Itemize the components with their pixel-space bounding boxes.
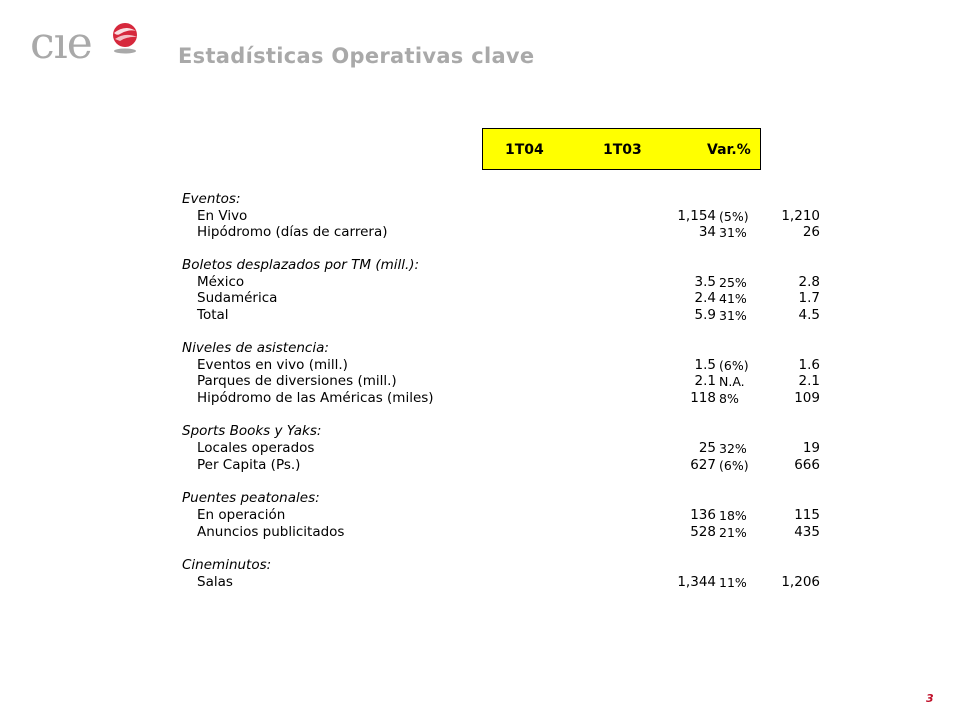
section-label: Niveles de asistencia: <box>182 340 329 356</box>
cell-var: 11% <box>719 575 747 590</box>
cell-var: (5%) <box>719 209 749 224</box>
row-label: Anuncios publicitados <box>197 524 345 540</box>
cell-1t03: 666 <box>794 457 820 473</box>
cell-var: 21% <box>719 525 747 540</box>
logo-text: cıe <box>30 18 92 69</box>
row-label: Eventos en vivo (mill.) <box>197 357 348 373</box>
cell-var: (6%) <box>719 358 749 373</box>
cell-1t04: 136 <box>690 507 716 523</box>
page-title: Estadísticas Operativas clave <box>178 44 535 68</box>
cell-1t03: 1.6 <box>798 357 820 373</box>
cell-1t04: 3.5 <box>694 274 716 290</box>
cell-1t04: 5.9 <box>694 307 716 323</box>
row-label: México <box>197 274 245 290</box>
cell-1t03: 1,210 <box>781 208 820 224</box>
cell-1t04: 34 <box>698 224 716 240</box>
cell-var: 31% <box>719 308 747 323</box>
cell-1t03: 2.1 <box>798 373 820 389</box>
cell-1t04: 2.4 <box>694 290 716 306</box>
row-label: Hipódromo (días de carrera) <box>197 224 388 240</box>
section-label: Sports Books y Yaks: <box>182 423 322 439</box>
cell-var: 8% <box>719 391 739 406</box>
cell-1t04: 118 <box>690 390 716 406</box>
section-label: Puentes peatonales: <box>182 490 320 506</box>
row-label: Locales operados <box>197 440 315 456</box>
cell-var: 31% <box>719 225 747 240</box>
row-label: Parques de diversiones (mill.) <box>197 373 397 389</box>
cell-1t04: 1,344 <box>677 574 716 590</box>
row-label: Hipódromo de las Américas (miles) <box>197 390 434 406</box>
cell-1t03: 26 <box>802 224 820 240</box>
section-label: Boletos desplazados por TM (mill.): <box>182 257 420 273</box>
cell-1t04: 2.1 <box>694 373 716 389</box>
cell-1t03: 19 <box>802 440 820 456</box>
cell-1t03: 115 <box>794 507 820 523</box>
section-label: Eventos: <box>182 191 241 207</box>
row-label: Salas <box>197 574 233 590</box>
cell-1t03: 2.8 <box>798 274 820 290</box>
cell-var: (6%) <box>719 458 749 473</box>
logo-sphere-icon <box>108 20 142 54</box>
cell-1t03: 4.5 <box>798 307 820 323</box>
section-label: Cineminutos: <box>182 557 272 573</box>
column-header-1t04: 1T04 <box>505 142 544 158</box>
column-header-1t03: 1T03 <box>603 142 642 158</box>
cell-1t04: 528 <box>690 524 716 540</box>
row-label: Total <box>197 307 229 323</box>
row-label: Per Capita (Ps.) <box>197 457 301 473</box>
cell-var: N.A. <box>719 374 745 389</box>
cell-var: 32% <box>719 441 747 456</box>
cell-1t03: 435 <box>794 524 820 540</box>
row-label: Sudamérica <box>197 290 278 306</box>
cell-1t04: 1.5 <box>694 357 716 373</box>
cell-1t04: 25 <box>698 440 716 456</box>
cie-logo <box>30 18 150 74</box>
cell-1t03: 109 <box>794 390 820 406</box>
cell-var: 18% <box>719 508 747 523</box>
cell-1t03: 1.7 <box>798 290 820 306</box>
cell-1t04: 627 <box>690 457 716 473</box>
row-label: En operación <box>197 507 286 523</box>
cell-1t03: 1,206 <box>781 574 820 590</box>
row-label: En Vivo <box>197 208 248 224</box>
cell-1t04: 1,154 <box>677 208 716 224</box>
cell-var: 25% <box>719 275 747 290</box>
cell-var: 41% <box>719 291 747 306</box>
column-header-var: Var.% <box>707 142 751 158</box>
page-number: 3 <box>926 692 934 705</box>
